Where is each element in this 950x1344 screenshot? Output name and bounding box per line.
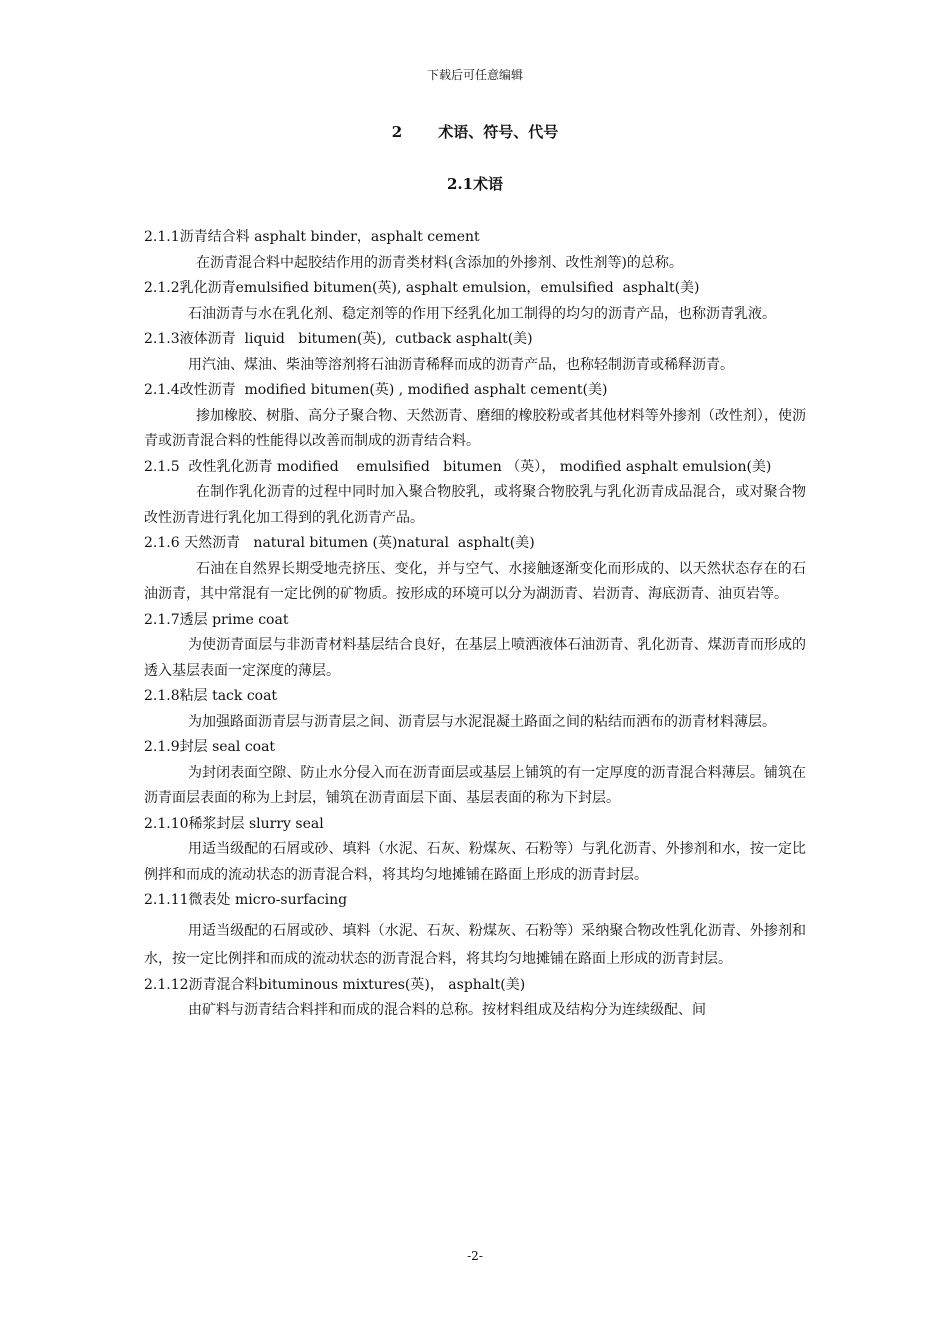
term-definition: 为加强路面沥青层与沥青层之间、沥青层与水泥混凝土路面之间的粘结而洒布的沥青材料薄层。 bbox=[188, 713, 776, 730]
term-heading: 2.1.11微表处 micro-surfacing bbox=[144, 892, 348, 908]
term-definition: 用汽油、煤油、柴油等溶剂将石油沥青稀释而成的沥青产品，也称轻制沥青或稀释沥青。 bbox=[188, 356, 734, 373]
page-number: -2- bbox=[467, 1249, 483, 1263]
chapter-number: 2 bbox=[391, 123, 403, 141]
term-heading: 2.1.10稀浆封层 slurry seal bbox=[144, 815, 324, 832]
term-heading: 2.1.7透层 prime coat bbox=[144, 611, 289, 628]
term-heading: 2.1.3液体沥青 liquid bitumen(英), cutback asphalt(美) bbox=[144, 331, 533, 347]
terms-list bbox=[144, 225, 806, 1024]
chapter-title-text: 术语、符号、代号 bbox=[438, 123, 559, 141]
term-definition: 用适当级配的石屑或砂、填料（水泥、石灰、粉煤灰、石粉等）采纳聚合物改性乳化沥青、外掺剂和水，按一定比例拌和而成的流动状态的沥青混合料，将其均匀地摊铺在路面上形成的沥青封层。 bbox=[144, 922, 806, 967]
term-definition: 为使沥青面层与非沥青材料基层结合良好，在基层上喷洒液体石油沥青、乳化沥青、煤沥青而形成的透入基层表面一定深度的薄层。 bbox=[144, 637, 806, 679]
term-heading: 2.1.6 天然沥青 natural bitumen (英)natural asphalt(美) bbox=[144, 535, 535, 551]
term-heading: 2.1.1沥青结合料 asphalt binder，asphalt cement bbox=[144, 229, 480, 245]
term-heading: 2.1.5 改性乳化沥青 modified emulsified bitumen （英）， modified asphalt emulsion(美) bbox=[144, 458, 772, 475]
term-definition: 用适当级配的石屑或砂、填料（水泥、石灰、粉煤灰、石粉等）与乳化沥青、外掺剂和水，按一定比例拌和而成的流动状态的沥青混合料，将其均匀地摊铺在路面上形成的沥青封层。 bbox=[144, 841, 806, 883]
term-heading: 2.1.2乳化沥青emulsified bitumen(英), asphalt emulsion，emulsified asphalt(美) bbox=[144, 280, 700, 296]
term-heading: 2.1.4改性沥青 modified bitumen(英) , modified asphalt cement(美) bbox=[144, 382, 608, 398]
term-definition: 由矿料与沥青结合料拌和而成的混合料的总称。按材料组成及结构分为连续级配、间 bbox=[188, 1002, 706, 1018]
term-heading: 2.1.9封层 seal coat bbox=[144, 739, 276, 755]
term-definition: 石油沥青与水在乳化剂、稳定剂等的作用下经乳化加工制得的均匀的沥青产品，也称沥青乳液。 bbox=[188, 305, 776, 322]
term-definition: 在制作乳化沥青的过程中同时加入聚合物胶乳，或将聚合物胶乳与乳化沥青成品混合，或对聚合物改性沥青进行乳化加工得到的乳化沥青产品。 bbox=[144, 484, 806, 526]
term-definition: 在沥青混合料中起胶结作用的沥青类材料(含添加的外掺剂、改性剂等)的总称。 bbox=[196, 254, 683, 271]
term-definition: 为封闭表面空隙、防止水分侵入而在沥青面层或基层上铺筑的有一定厚度的沥青混合料薄层。铺筑在沥青面层表面的称为上封层，铺筑在沥青面层下面、基层表面的称为下封层。 bbox=[144, 764, 806, 806]
term-heading: 2.1.12沥青混合料bituminous mixtures(英)， asphalt(美) bbox=[144, 976, 526, 993]
chapter-title bbox=[0, 122, 950, 142]
page-header: 下载后可任意编辑 bbox=[426, 68, 523, 82]
section-title: 2.1术语 bbox=[446, 175, 504, 193]
term-definition: 掺加橡胶、树脂、高分子聚合物、天然沥青、磨细的橡胶粉或者其他材料等外掺剂（改性剂），使沥青或沥青混合料的性能得以改善而制成的沥青结合料。 bbox=[144, 407, 806, 449]
term-heading: 2.1.8粘层 tack coat bbox=[144, 688, 278, 704]
term-definition: 石油在自然界长期受地壳挤压、变化，并与空气、水接触逐渐变化而形成的、以天然状态存在的石油沥青，其中常混有一定比例的矿物质。按形成的环境可以分为湖沥青、岩沥青、海底沥青、油页岩等。 bbox=[144, 560, 806, 602]
